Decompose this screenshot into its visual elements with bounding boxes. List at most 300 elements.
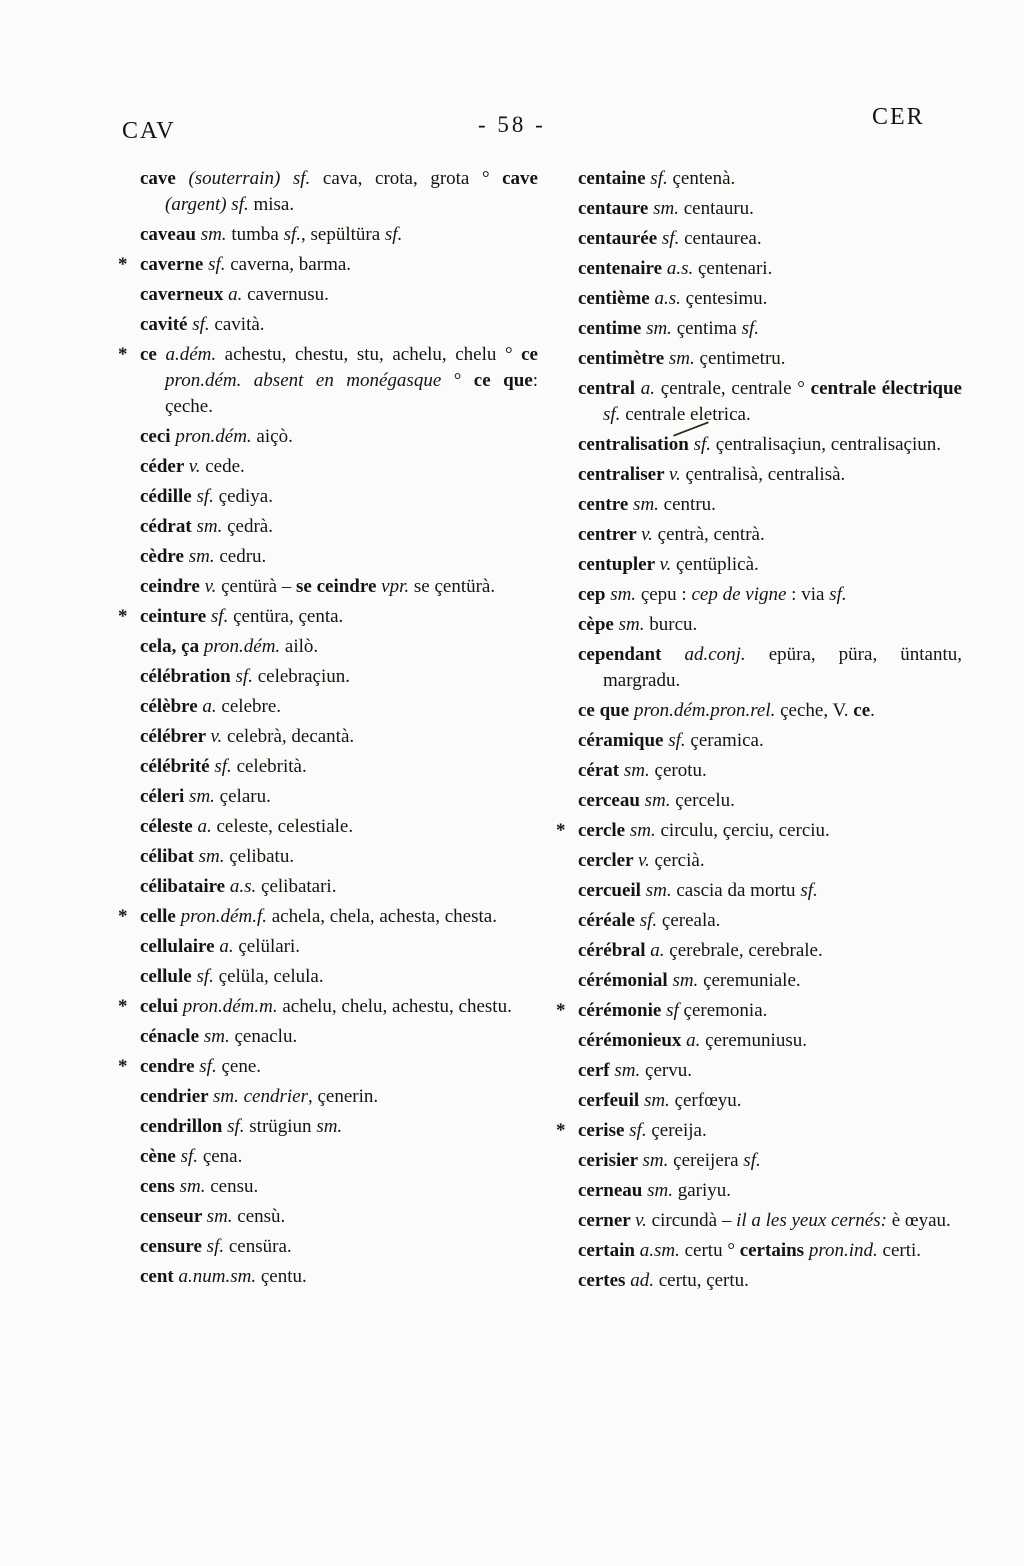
translation-text: çepu : [636, 584, 692, 605]
dictionary-entry [118, 166, 538, 218]
dictionary-entry [118, 342, 538, 420]
headword: cerise [578, 1120, 630, 1141]
translation-text: achestu, chestu, stu, achelu, chelu ° [216, 344, 522, 365]
translation-text: centauru. [678, 198, 754, 219]
column-right [556, 166, 962, 1298]
grammar-label: sm. [633, 494, 659, 515]
headword: cerneau [578, 1180, 648, 1201]
grammar-label: sf. [180, 1146, 199, 1167]
translation-text: celebraçiun. [252, 666, 351, 687]
guide-word-left: CAV [122, 118, 176, 144]
translation-text: ailò. [280, 636, 319, 657]
dictionary-entry [118, 754, 538, 780]
dictionary-entry [118, 664, 538, 690]
translation-text: cava, crota, grota ° [310, 168, 503, 189]
grammar-label: pron.dém.m. [182, 996, 278, 1017]
translation-text: çenaclu. [229, 1026, 298, 1047]
headword: célébrer [140, 726, 211, 747]
translation-text: çentesimu. [680, 288, 768, 309]
dictionary-entry [118, 424, 538, 450]
grammar-label: sf. [196, 486, 214, 507]
dictionary-entry [118, 454, 538, 480]
headword: caveau [140, 224, 201, 245]
translation-text: se çentürà. [409, 576, 496, 597]
translation-text: celebrà, decantà. [222, 726, 355, 747]
grammar-label: sm. [645, 880, 672, 901]
headword: cave [502, 168, 538, 189]
headword: centre [578, 494, 634, 515]
grammar-label: a.s. [666, 258, 694, 279]
grammar-label: pron.dém. [203, 636, 281, 657]
grammar-label: sm. [316, 1116, 343, 1137]
translation-text: cavernusu. [242, 284, 329, 305]
translation-text: cavità. [209, 314, 265, 335]
headword: centupler [578, 554, 660, 575]
headword: célibat [140, 846, 199, 867]
dictionary-entry [118, 544, 538, 570]
headword: cavité [140, 314, 193, 335]
translation-text: çelibatari. [256, 876, 337, 897]
dictionary-entry [556, 1088, 962, 1114]
dictionary-entry [118, 282, 538, 308]
grammar-label: sf. [639, 910, 658, 931]
translation-text: çelaru. [214, 786, 271, 807]
translation-text: censüra. [224, 1236, 292, 1257]
translation-text: celebre. [216, 696, 282, 717]
grammar-label: a. [197, 816, 212, 837]
dictionary-entry [556, 698, 962, 724]
headword: ceindre [140, 576, 205, 597]
dictionary-entry [556, 286, 962, 312]
translation-text: çentimetru. [694, 348, 786, 369]
dictionary-entry [118, 1084, 538, 1110]
translation-text: strügiun [244, 1116, 317, 1137]
grammar-label: sf. [199, 1056, 217, 1077]
grammar-label: sf. [206, 1236, 225, 1257]
translation-text: circulu, çerciu, cerciu. [655, 820, 830, 841]
grammar-label: (souterrain) sf. [188, 168, 311, 189]
translation-text: caverna, barma. [225, 254, 352, 275]
dictionary-entry [118, 1174, 538, 1200]
dictionary-entry [556, 1268, 962, 1294]
headword: cep [578, 584, 611, 605]
star-marker: * [118, 606, 128, 627]
headword: cent [140, 1266, 179, 1287]
grammar-label: cep de vigne [691, 584, 787, 605]
headword: cendre [140, 1056, 200, 1077]
grammar-label: sf. [661, 228, 680, 249]
dictionary-entry [556, 376, 962, 428]
grammar-label: sf. [800, 880, 818, 901]
headword: cendrier [140, 1086, 213, 1107]
grammar-label: sm. [203, 1026, 230, 1047]
grammar-label: v. [188, 456, 201, 477]
translation-text: certu, çertu. [653, 1270, 749, 1291]
grammar-label: sm. [198, 846, 225, 867]
translation-text: cedru. [214, 546, 267, 567]
translation-text: çercià. [649, 850, 705, 871]
dictionary-entry [118, 312, 538, 338]
grammar-label: sm. [196, 516, 223, 537]
translation-text: çereija. [646, 1120, 707, 1141]
translation-text: : via [786, 584, 830, 605]
dictionary-entry [118, 222, 538, 248]
translation-text: censù. [232, 1206, 286, 1227]
translation-text: cascia da mortu [671, 880, 801, 901]
translation-text: censu. [205, 1176, 259, 1197]
dictionary-entry [118, 964, 538, 990]
grammar-label: sf. [210, 606, 229, 627]
headword: célibataire [140, 876, 230, 897]
grammar-label: pron.ind. [808, 1240, 878, 1261]
headword: celui [140, 996, 183, 1017]
grammar-label: sm. [668, 348, 695, 369]
dictionary-entry [118, 694, 538, 720]
translation-text: çerotu. [649, 760, 707, 781]
translation-text: çentüra, çenta. [228, 606, 344, 627]
dictionary-entry [556, 968, 962, 994]
grammar-label: v. [659, 554, 672, 575]
dictionary-entry [556, 492, 962, 518]
grammar-label: v. [641, 524, 653, 545]
translation-text: epüra, püra, üntantu, margradu. [603, 644, 962, 691]
grammar-label: sf. [192, 314, 210, 335]
translation-text: . [870, 700, 875, 721]
dictionary-entry [118, 1234, 538, 1260]
grammar-label: a.num.sm. [178, 1266, 257, 1287]
headword: cens [140, 1176, 180, 1197]
translation-text: çentu. [256, 1266, 307, 1287]
grammar-label: sm. [672, 970, 699, 991]
grammar-label: a. [686, 1030, 701, 1051]
dictionary-entry [118, 604, 538, 630]
grammar-label: vpr. [381, 576, 410, 597]
grammar-label: sm. [629, 820, 656, 841]
star-marker: * [118, 906, 128, 927]
grammar-label: sm. [642, 1150, 669, 1171]
translation-text: centrale eletrica. [620, 404, 751, 425]
translation-text: çentenà. [667, 168, 736, 189]
grammar-label: sf. [384, 224, 403, 245]
grammar-label: sm. [618, 614, 645, 635]
headword: cédille [140, 486, 197, 507]
grammar-label: (argent) sf. [165, 194, 249, 215]
translation-text: çentrale, centrale ° [655, 378, 811, 399]
headword: ce [140, 344, 166, 365]
dictionary-entry [118, 844, 538, 870]
dictionary-entry [556, 196, 962, 222]
translation-text: çentenari. [693, 258, 773, 279]
dictionary-entry [118, 574, 538, 600]
dictionary-entry [556, 878, 962, 904]
headword: céleste [140, 816, 198, 837]
translation-text: çereala. [657, 910, 721, 931]
headword: céramique [578, 730, 669, 751]
headword: cérat [578, 760, 624, 781]
dictionary-entry [556, 758, 962, 784]
translation-text: çelülari. [233, 936, 301, 957]
grammar-label: sm. [200, 224, 227, 245]
headword: cerf [578, 1060, 615, 1081]
dictionary-entry [118, 634, 538, 660]
dictionary-entry [556, 1118, 962, 1144]
dictionary-entry [556, 256, 962, 282]
translation-text: çediya. [213, 486, 273, 507]
dictionary-entry [556, 938, 962, 964]
dictionary-entry [556, 552, 962, 578]
grammar-label: sm. [646, 318, 672, 339]
headword: cerisier [578, 1150, 643, 1171]
headword: célébrité [140, 756, 215, 777]
star-marker: * [118, 344, 128, 365]
translation-text: circundà – [646, 1210, 737, 1231]
dictionary-entry [118, 724, 538, 750]
dictionary-entry [556, 462, 962, 488]
headword: cercle [578, 820, 630, 841]
headword: centaurée [578, 228, 662, 249]
translation-text: çeche, V. [775, 700, 854, 721]
headword: ceci [140, 426, 176, 447]
grammar-label: sm. [610, 584, 637, 605]
entry-columns [118, 166, 962, 1298]
headword: caverneux [140, 284, 229, 305]
grammar-label: sf. [829, 584, 847, 605]
dictionary-entry [556, 316, 962, 342]
dictionary-entry [118, 874, 538, 900]
grammar-label: sm. [188, 546, 215, 567]
headword: cédrat [140, 516, 197, 537]
translation-text: çedrà. [222, 516, 273, 537]
translation-text: tumba [226, 224, 284, 245]
headword: ce [521, 344, 538, 365]
headword: cèpe [578, 614, 619, 635]
headword: centime [578, 318, 647, 339]
headword: cérémonieux [578, 1030, 687, 1051]
grammar-label: sm. [644, 790, 671, 811]
grammar-label: a.dém. [165, 344, 217, 365]
headword: cérébral [578, 940, 651, 961]
headword: ce que [578, 700, 634, 721]
translation-text: certi. [877, 1240, 922, 1261]
dictionary-entry [556, 998, 962, 1024]
guide-word-right: CER [872, 104, 925, 130]
headword: cérémonial [578, 970, 673, 991]
translation-text: achela, chela, achesta, chesta. [266, 906, 497, 927]
dictionary-entry [118, 934, 538, 960]
dictionary-entry [556, 848, 962, 874]
headword: censeur [140, 1206, 207, 1227]
headword: centimètre [578, 348, 669, 369]
column-left [118, 166, 538, 1298]
grammar-label: a. [650, 940, 665, 961]
grammar-label: a. [228, 284, 243, 305]
translation-text: çene. [216, 1056, 262, 1077]
grammar-label: v. [635, 1210, 647, 1231]
translation-text: çeremuniusu. [700, 1030, 807, 1051]
grammar-label: pron.dém.pron.rel. [633, 700, 776, 721]
headword: célébration [140, 666, 236, 687]
dictionary-entry [556, 1178, 962, 1204]
headword: cercler [578, 850, 638, 871]
headword: cénacle [140, 1026, 204, 1047]
translation-text: cede. [200, 456, 245, 477]
translation-text: çentralisà, centralisà. [680, 464, 846, 485]
grammar-label: v. [668, 464, 681, 485]
headword: cerner [578, 1210, 636, 1231]
headword: centenaire [578, 258, 667, 279]
dictionary-entry [118, 484, 538, 510]
star-marker: * [556, 820, 566, 841]
dictionary-entry [118, 252, 538, 278]
star-marker: * [556, 1120, 566, 1141]
dictionary-entry [118, 1144, 538, 1170]
headword: cela, ça [140, 636, 204, 657]
dictionary-entry [556, 612, 962, 638]
translation-text: çentürà – [216, 576, 296, 597]
translation-text: çena. [198, 1146, 243, 1167]
dictionary-entry [118, 994, 538, 1020]
translation-text: gariyu. [673, 1180, 732, 1201]
dictionary-entry [556, 432, 962, 458]
headword: centrer [578, 524, 642, 545]
dictionary-entry [556, 1148, 962, 1174]
grammar-label: a.sm. [639, 1240, 680, 1261]
grammar-label: a. [640, 378, 655, 399]
translation-text: centaurea. [679, 228, 762, 249]
dictionary-entry [556, 1058, 962, 1084]
translation-text: achelu, chelu, achestu, chestu. [277, 996, 512, 1017]
grammar-label: pron.dém.f. [180, 906, 267, 927]
headword: centraliser [578, 464, 669, 485]
headword: ce [853, 700, 871, 721]
translation-text: çercelu. [670, 790, 735, 811]
headword: cellule [140, 966, 197, 987]
translation-text: çelibatu. [224, 846, 295, 867]
headword: cave [140, 168, 189, 189]
headword: céréale [578, 910, 640, 931]
dictionary-entry [556, 1208, 962, 1234]
dictionary-entry [556, 582, 962, 608]
star-marker: * [118, 996, 128, 1017]
grammar-label: sf. [693, 434, 712, 455]
headword: ceinture [140, 606, 211, 627]
translation-text: çereijera [668, 1150, 744, 1171]
dictionary-entry [118, 1204, 538, 1230]
dictionary-entry [118, 514, 538, 540]
headword: caverne [140, 254, 209, 275]
grammar-label: ad. [630, 1270, 654, 1291]
grammar-label: sm. cendrier [213, 1086, 308, 1107]
grammar-label: sf. [650, 168, 668, 189]
dictionary-entry [556, 1028, 962, 1054]
translation-text: aiçò. [251, 426, 293, 447]
headword: centralisation [578, 434, 694, 455]
headword: céleri [140, 786, 190, 807]
headword: cependant [578, 644, 685, 665]
headword: cendrillon [140, 1116, 228, 1137]
grammar-label: a. [202, 696, 217, 717]
translation-text: burcu. [644, 614, 698, 635]
grammar-label: sf. [235, 666, 253, 687]
translation-text: çentralisaçiun, centralisaçiun. [711, 434, 942, 455]
star-marker: * [118, 1056, 128, 1077]
translation-text: , çenerin. [307, 1086, 379, 1107]
translation-text: çervu. [640, 1060, 692, 1081]
headword: central [578, 378, 641, 399]
headword: cérémonie [578, 1000, 667, 1021]
dictionary-entry [556, 728, 962, 754]
grammar-label: v. [210, 726, 223, 747]
dictionary-entry [556, 908, 962, 934]
translation-text: çerebrale, cerebrale. [664, 940, 823, 961]
translation-text: çeremuniale. [698, 970, 801, 991]
grammar-label: v. [637, 850, 650, 871]
headword: cerceau [578, 790, 645, 811]
headword: censure [140, 1236, 207, 1257]
grammar-label: sf. [214, 756, 232, 777]
headword: centaine [578, 168, 651, 189]
grammar-label: sm. [179, 1176, 206, 1197]
headword: centaure [578, 198, 654, 219]
headword: celle [140, 906, 181, 927]
headword: se ceindre [296, 576, 382, 597]
translation-text: çerfœyu. [669, 1090, 742, 1111]
translation-text: celebrità. [231, 756, 307, 777]
grammar-label: sf. [741, 318, 760, 339]
translation-text: celeste, celestiale. [211, 816, 354, 837]
headword: certains [739, 1240, 809, 1261]
grammar-label: sm. [189, 786, 215, 807]
grammar-label: sm. [206, 1206, 233, 1227]
grammar-label: pron.dém. [175, 426, 252, 447]
headword: cerfeuil [578, 1090, 644, 1111]
dictionary-entry [556, 346, 962, 372]
headword: centrale électrique [810, 378, 962, 399]
dictionary-entry [556, 226, 962, 252]
headword: cène [140, 1146, 181, 1167]
grammar-label: ad.conj. [684, 644, 746, 665]
grammar-label: v. [204, 576, 217, 597]
grammar-label: sf. [668, 730, 686, 751]
headword: céder [140, 456, 189, 477]
dictionary-entry [556, 1238, 962, 1264]
grammar-label: pron.dém. absent en monégasque [165, 370, 442, 391]
grammar-label: sf. [743, 1150, 761, 1171]
translation-text: : çeche. [165, 370, 538, 417]
dictionary-entry [556, 166, 962, 192]
star-marker: * [118, 254, 128, 275]
translation-text: , sepültüra [301, 224, 385, 245]
star-marker: * [556, 1000, 566, 1021]
headword: cercueil [578, 880, 646, 901]
headword: cellulaire [140, 936, 220, 957]
translation-text: çentima [671, 318, 742, 339]
translation-text: çentüplicà. [671, 554, 759, 575]
dictionary-entry [556, 522, 962, 548]
headword: certes [578, 1270, 631, 1291]
grammar-label: sf. [283, 224, 301, 245]
dictionary-entry [118, 814, 538, 840]
grammar-label: sm. [647, 1180, 673, 1201]
grammar-label: sm. [614, 1060, 641, 1081]
grammar-label: sf. [603, 404, 621, 425]
grammar-label: sf [666, 1000, 679, 1021]
grammar-label: sf. [196, 966, 214, 987]
headword: ce que [473, 370, 533, 391]
translation-text: ° [441, 370, 474, 391]
dictionary-entry [556, 642, 962, 694]
running-head [0, 0, 1024, 150]
